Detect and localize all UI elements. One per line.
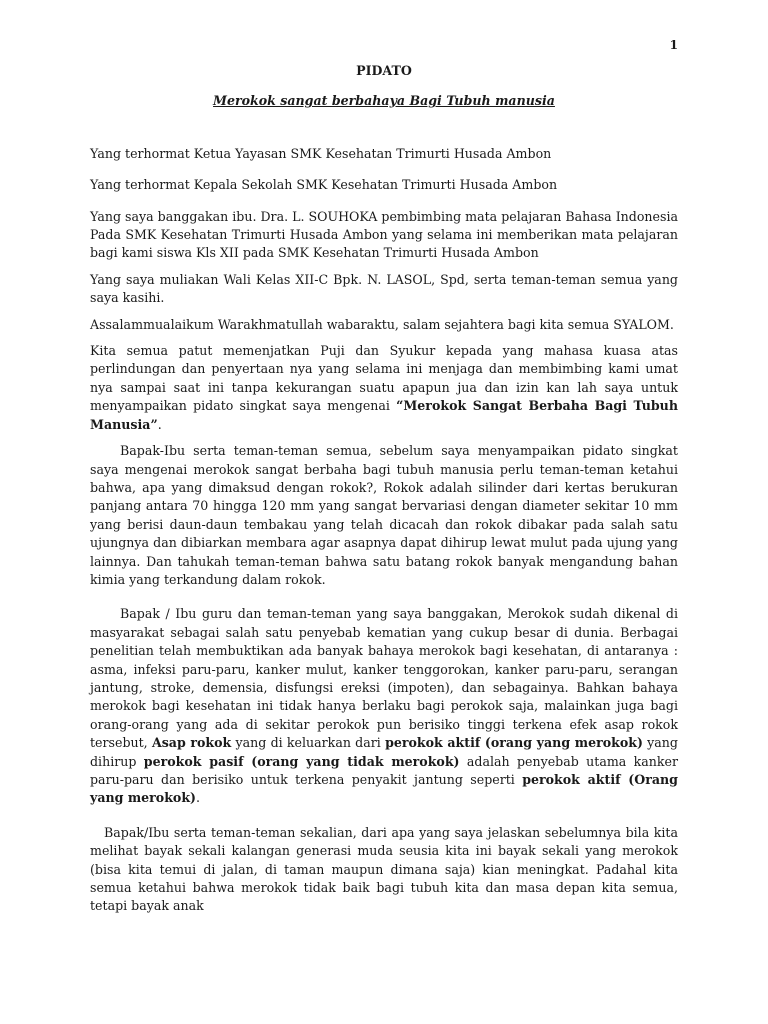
- document-title: PIDATO: [356, 63, 412, 78]
- greeting-paragraph: Yang saya muliakan Wali Kelas XII-C Bpk. N. LASOL, Spd, serta teman-teman semua yang saya kasihi.: [90, 271, 678, 306]
- emphasis-text: Asap rokok: [151, 735, 232, 751]
- paragraph-text: yang dihirup: [90, 735, 678, 769]
- greeting-paragraph: Yang terhormat Kepala Sekolah SMK Kesehatan Trimurti Husada Ambon: [90, 177, 558, 193]
- greeting-paragraph: Yang saya banggakan ibu. Dra. L. SOUHOKA pembimbing mata pelajaran Bahasa Indonesia Pada SMK Kesehatan Trimurti Husada Ambon yang selama ini memberikan mata pelajaran bagi kami siswa Kls XII pada SMK Kesehatan Trimurti Husada Ambon: [90, 208, 678, 261]
- body-paragraph-rokok-definition: Bapak-Ibu serta teman-teman semua, sebelum saya menyampaikan pidato singkat saya mengenai merokok sangat berbaha bagi tubuh manusia perlu teman-teman ketahui bahwa, apa yang dimaksud dengan rokok?, Rokok adalah silinder dari kertas berukuran panjang antara 70 hingga 120 mm yang sangat bervariasi dengan diameter sekitar 10 mm yang berisi daun-daun tembakau yang telah dicacah dan rokok dibakar pada salah satu ujungnya dan dibiarkan membara agar asapnya dapat dihirup lewat mulut pada ujung yang lainnya. Dan tahukah teman-teman bahwa satu batang rokok banyak mengandung bahan kimia yang terkandung dalam rokok.: [90, 443, 678, 587]
- greeting-paragraph: Assalammualaikum Warakhmatullah wabaraktu, salam sejahtera bagi kita semua SYALOM.: [90, 316, 674, 332]
- intro-text: Kita semua patut memenjatkan Puji dan Syukur kepada yang mahasa kuasa atas perlindungan dan penyertaan nya yang selama ini menjaga dan membimbing kami umat nya sampai saat ini tanpa kekurangan suatu apapun jua dan izin kan lah saya untuk menyampaikan pidato singkat saya mengenai: [90, 343, 678, 414]
- paragraph-text: yang di keluarkan dari: [231, 735, 386, 751]
- emphasis-text: perokok pasif (orang yang tidak merokok): [143, 753, 460, 769]
- paragraph-text: adalah penyebab utama kanker paru-paru dan berisiko untuk terkena penyakit jantung seperti: [90, 753, 678, 787]
- intro-end: .: [157, 416, 162, 432]
- paragraph-text: Bapak / Ibu guru dan teman-teman yang saya banggakan, Merokok sudah dikenal di masyarakat sebagai salah satu penyebab kematian yang cukup besar di dunia. Berbagai penelitian telah membuktikan ada banyak bahaya merokok bagi kesehatan, di antaranya : asma, infeksi paru-paru, kanker mulut, kanker tenggorokan, kanker paru-paru, serangan jantung, stroke, demensia, disfungsi ereksi (impoten), dan sebagainya. Bahkan bahaya merokok bagi kesehatan ini tidak hanya berlaku bagi perokok saja, malainkan juga bagi orang-orang yang ada di sekitar perokok pun berisiko tinggi terkena efek asap rokok tersebut,: [90, 606, 678, 751]
- speech-topic: “Merokok Sangat Berbaha Bagi Tubuh Manusia”: [90, 398, 678, 432]
- page-number: 1: [669, 38, 678, 52]
- intro-paragraph: [90, 342, 678, 434]
- paragraph-text: .: [196, 790, 201, 806]
- document-subtitle: Merokok sangat berbahaya Bagi Tubuh manusia: [213, 93, 555, 109]
- document-body: [90, 62, 678, 916]
- greeting-paragraph: Yang terhormat Ketua Yayasan SMK Kesehatan Trimurti Husada Ambon: [90, 145, 552, 161]
- body-paragraph-health-effects: [90, 605, 678, 807]
- body-paragraph-youth-smoking: Bapak/Ibu serta teman-teman sekalian, dari apa yang saya jelaskan sebelumnya bila kita melihat bayak sekali kalangan generasi muda seusia kita ini bayak sekali yang merokok (bisa kita temui di jalan, di taman maupun dimana saja) kian meningkat. Padahal kita semua ketahui bahwa merokok tidak baik bagi tubuh kita dan masa depan kita semua, tetapi bayak anak: [90, 824, 678, 914]
- emphasis-text: perokok aktif (Orang yang merokok): [90, 772, 678, 806]
- emphasis-text: perokok aktif (orang yang merokok): [385, 735, 643, 751]
